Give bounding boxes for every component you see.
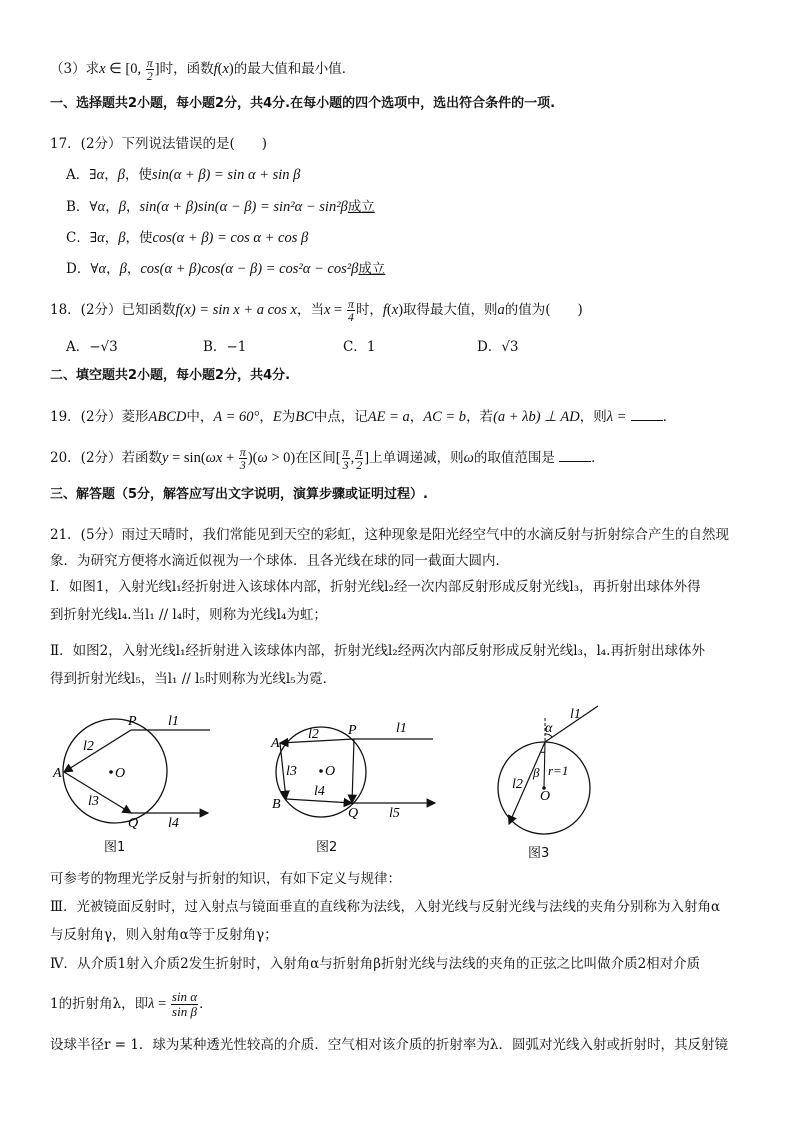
q21-last-line: 设球半径r = 1．球为某种透光性较高的介质．空气相对该介质的折射率为λ．圆弧对光线入射或折射时，其反射镜	[50, 1037, 728, 1053]
q18-option-c: C．1	[343, 339, 376, 355]
q21-item3-line1: Ⅲ．光被镜面反射时，过入射点与镜面垂直的直线称为法线，入射光线与反射光线与法线的夹角分别称为入射角α	[50, 899, 721, 915]
fig1-label-l1: l1	[168, 714, 179, 729]
q21-item1-line2: 到折射光线l₄.当l₁ // l₄时，则称为光线l₄为虹；	[50, 607, 327, 623]
q21-item4-line1: Ⅳ．从介质1射入介质2发生折射时，入射角α与折射角β折射光线与法线的夹角的正弦之比叫做介质2相对介质	[50, 956, 701, 972]
q17-option-a: A．∃α，β，使sin(α + β) = sin α + sin β	[66, 167, 301, 183]
fig3-label-o: O	[540, 789, 551, 804]
q21-item3-line2: 与反射角γ，则入射角α等于反射角γ；	[50, 927, 278, 943]
section-1-heading: 一、选择题共2小题，每小题2分，共4分.在每小题的四个选项中，选出符合条件的一项.	[50, 96, 556, 111]
fig2-label-l1: l1	[396, 721, 407, 736]
q17-option-d: D．∀α，β，cos(α + β)cos(α − β) = cos²α − cos²β成立	[66, 261, 386, 277]
fig1-label-o: O	[115, 766, 126, 781]
q18-option-a: A．−√3	[66, 339, 118, 355]
section-3-heading: 三、解答题（5分，解答应写出文字说明，演算步骤或证明过程）.	[50, 487, 428, 502]
q18-stem: 18．(2分）已知函数f(x) = sin x + a cos x，当x = $\frac{\pi}{4}$ 时，f(x)取得最大值，则a的值为( )	[50, 297, 583, 324]
fig2-label-o: O	[325, 764, 336, 779]
fig1-label-l4: l4	[168, 816, 179, 831]
fig3-caption: 图3	[528, 846, 550, 861]
section-2-heading: 二、填空题共2小题，每小题2分，共4分.	[50, 368, 291, 383]
q21-item2-line2: 得到折射光线l₅，当l₁ // l₅时则称为光线l₅为霓．	[50, 671, 337, 687]
fig3-label-alpha: α	[545, 721, 553, 736]
q19-stem: 19．(2分）菱形ABCD中，A = 60°，E为BC中点，记AE = a，AC = b，若(a + λb) ⊥ AD，则λ = ．	[50, 409, 677, 425]
q21-para1: 21．(5分）雨过天晴时，我们常能见到天空的彩虹，这种现象是阳光经空气中的水滴反射与折射综合产生的自然现	[50, 527, 730, 543]
fig2-label-l3: l3	[286, 764, 297, 779]
q21-item1-line1: Ⅰ．如图1，入射光线l₁经折射进入该球体内部，折射光线l₂经一次内部反射形成反射光线l₃，再折射出球体外得	[50, 579, 701, 595]
q17-stem: 17．(2分）下列说法错误的是( )	[50, 136, 268, 152]
q17-option-b: B．∀α，β，sin(α + β)sin(α − β) = sin²α − sin²β成立	[66, 199, 375, 215]
q20-stem: 20．(2分）若函数y = sin(ωx + $\frac{\pi}{3}$ )(ω > 0)在区间[ $\frac{\pi}{3}$ , $\frac{\pi}{2}$ ]上单调递减，则ω的取值范围是 ．	[50, 445, 605, 472]
q16-part3: （3）求x ∈ [0, $\frac{\pi}{2}$ ]时，函数f(x)的最大值和最小值．	[50, 56, 356, 83]
q19-blank[interactable]	[631, 408, 663, 421]
q18-option-b: B．−1	[203, 339, 247, 355]
figure-1	[48, 705, 228, 855]
fig2-label-p: P	[348, 723, 357, 738]
fig2-caption: 图2	[316, 840, 338, 855]
fig1-label-l3: l3	[88, 794, 99, 809]
fig1-caption: 图1	[104, 840, 126, 855]
fig2-label-a: A	[271, 736, 280, 751]
q21-para2: 象．为研究方便将水滴近似视为一个球体．且各光线在球的同一截面大圆内．	[50, 553, 509, 569]
figure-3	[492, 700, 612, 860]
fig3-label-l2: l2	[512, 777, 523, 792]
fig3-label-r: r=1	[548, 763, 569, 778]
fig2-label-q: Q	[348, 806, 359, 821]
q20-blank[interactable]	[559, 449, 591, 462]
fig1-label-a: A	[53, 766, 62, 781]
q17-option-c: C．∃α，β，使cos(α + β) = cos α + cos β	[66, 230, 309, 246]
fig3-label-l1: l1	[570, 707, 581, 722]
fig2-label-l2: l2	[308, 727, 319, 742]
q18-option-d: D．√3	[477, 339, 519, 355]
q21-item4-line2: 1的折射角λ，即λ = $\frac{\text{sin α}}{\text{sin β}}$ ．	[50, 989, 213, 1019]
fig1-label-p: P	[128, 714, 137, 729]
q21-reference: 可参考的物理光学反射与折射的知识，有如下定义与规律：	[50, 871, 401, 887]
fig1-label-l2: l2	[83, 739, 94, 754]
fig2-label-l4: l4	[314, 784, 325, 799]
fig2-label-b: B	[272, 797, 281, 812]
q21-item2-line1: Ⅱ．如图2，入射光线l₁经折射进入该球体内部，折射光线l₂经两次内部反射形成反射光线l₃，l₄.再折射出球体外	[50, 643, 705, 659]
fig1-label-q: Q	[128, 816, 139, 831]
fig3-label-beta: β	[533, 765, 540, 780]
fig2-label-l5: l5	[389, 806, 400, 821]
figure-2	[268, 705, 443, 855]
